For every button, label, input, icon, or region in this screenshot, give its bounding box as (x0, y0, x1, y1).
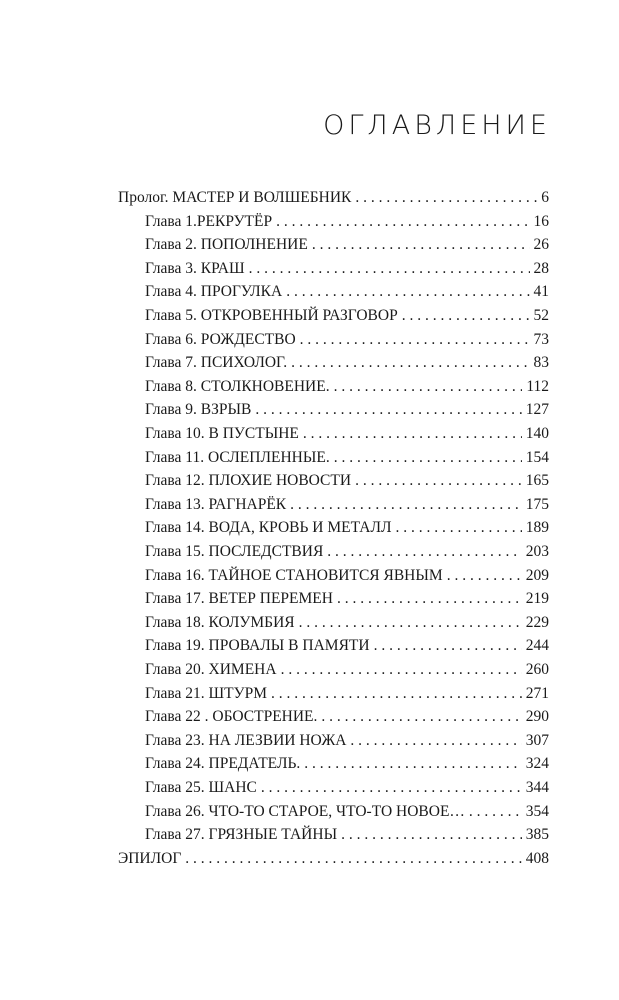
toc-entry-page: 83 (533, 354, 549, 372)
toc-entry-label: Глава 10. В ПУСТЫНЕ (145, 425, 299, 442)
toc-entry-label: Глава 15. ПОСЛЕДСТВИЯ (145, 543, 324, 560)
toc-entry-label: Глава 27. ГРЯЗНЫЕ ТАЙНЫ (145, 826, 338, 844)
page-title: ОГЛАВЛЕНИЕ (323, 110, 551, 141)
toc-entry-page: 41 (533, 283, 549, 301)
dot-leader (271, 683, 522, 705)
toc-entry-label: Глава 7. ПСИХОЛОГ. (145, 354, 288, 372)
toc-entry-chapter-10[interactable] (145, 423, 549, 445)
dot-leader (334, 376, 523, 398)
toc-entry-chapter-7[interactable] (145, 352, 549, 374)
toc-entry-chapter-24[interactable] (145, 753, 549, 775)
toc-entry-label: Глава 22 . ОБОСТРЕНИЕ. (145, 708, 318, 726)
toc-entry-chapter-17[interactable] (145, 588, 549, 610)
dot-leader (334, 447, 522, 469)
toc-entry-page: 52 (533, 307, 549, 324)
toc-entry-label: Глава 12. ПЛОХИЕ НОВОСТИ (145, 472, 352, 490)
toc-entry-label: Глава 18. КОЛУМБИЯ (145, 613, 295, 631)
toc-entry-label: ЭПИЛОГ (118, 849, 182, 867)
toc-entry-label: Глава 2. ПОПОЛНЕНИЕ (145, 236, 308, 254)
toc-entry-label: Глава 23. НА ЛЕЗВИИ НОЖА (145, 731, 347, 749)
dot-leader (396, 517, 522, 539)
toc-entry-page: 260 (525, 661, 549, 678)
toc-entry-page: 307 (525, 731, 549, 749)
toc-entry-label: Глава 11. ОСЛЕПЛЕННЫЕ. (145, 448, 330, 466)
dot-leader (291, 352, 529, 374)
toc-entry-label: Пролог. МАСТЕР И ВОЛШЕБНИК (118, 189, 352, 206)
toc-entry-label: Глава 25. ШАНС (145, 779, 257, 796)
dot-leader (312, 234, 530, 256)
dot-leader (286, 281, 529, 303)
toc-entry-label: Глава 13. РАГНАРЁК (145, 495, 287, 513)
dot-leader (402, 305, 530, 327)
toc-entry-chapter-5[interactable] (145, 305, 549, 327)
toc-entry-label: Глава 3. КРАШ (145, 259, 245, 277)
toc-entry-chapter-19[interactable] (145, 635, 549, 657)
dot-leader (249, 258, 530, 280)
toc-entry-chapter-11[interactable] (145, 447, 549, 469)
dot-leader (300, 329, 530, 351)
toc-entry-page: 244 (525, 637, 549, 655)
toc-entry-page: 140 (525, 425, 549, 442)
toc-entry-label: Глава 21. ШТУРМ (145, 684, 268, 702)
toc-entry-chapter-23[interactable] (145, 730, 549, 752)
toc-entry-chapter-4[interactable] (145, 281, 549, 303)
toc-entry-label: Глава 9. ВЗРЫВ (145, 401, 252, 419)
toc-entry-label: Глава 17. ВЕТЕР ПЕРЕМЕН (145, 590, 333, 608)
dot-leader (350, 730, 521, 752)
toc-entry-chapter-18[interactable] (145, 612, 549, 634)
toc-entry-chapter-15[interactable] (145, 541, 549, 563)
toc-entry-page: 189 (525, 519, 549, 537)
toc-entry-page: 127 (525, 401, 549, 419)
toc-entry-prologue[interactable] (118, 187, 549, 209)
toc-entry-label: Глава 20. ХИМЕНА (145, 661, 277, 678)
toc-entry-page: 354 (525, 802, 549, 820)
toc-entry-label: Глава 16. ТАЙНОЕ СТАНОВИТСЯ ЯВНЫМ (145, 566, 443, 584)
dot-leader (341, 824, 522, 846)
dot-leader (303, 423, 522, 445)
dot-leader (185, 848, 521, 870)
toc-entry-page: 112 (526, 377, 549, 395)
toc-entry-page: 28 (533, 259, 549, 277)
toc-entry-chapter-16[interactable] (145, 565, 549, 587)
toc-entry-page: 219 (525, 590, 549, 608)
toc-entry-page: 271 (525, 684, 549, 702)
toc-entry-page: 6 (541, 189, 549, 206)
toc-entry-chapter-13[interactable] (145, 494, 549, 516)
toc-entry-chapter-3[interactable] (145, 258, 549, 280)
toc-entry-label: Глава 19. ПРОВАЛЫ В ПАМЯТИ (145, 637, 370, 655)
toc-entry-epilogue[interactable] (118, 848, 549, 870)
toc-entry-label: Глава 8. СТОЛКНОВЕНИЕ. (145, 377, 330, 395)
toc-entry-page: 165 (525, 472, 549, 490)
toc-entry-chapter-27[interactable] (145, 824, 549, 846)
toc-entry-page: 175 (525, 495, 549, 513)
dot-leader (299, 612, 522, 634)
toc-entry-page: 344 (525, 779, 549, 796)
dot-leader (355, 470, 522, 492)
toc-entry-chapter-21[interactable] (145, 683, 549, 705)
dot-leader (255, 399, 521, 421)
toc-entry-chapter-8[interactable] (145, 376, 549, 398)
toc-entry-page: 154 (525, 448, 549, 466)
toc-entry-page: 229 (525, 613, 549, 631)
dot-leader (276, 211, 529, 233)
dot-leader (469, 801, 522, 823)
toc-entry-chapter-1[interactable] (145, 211, 549, 233)
dot-leader (327, 541, 521, 563)
toc-entry-chapter-25[interactable] (145, 777, 549, 799)
toc-entry-chapter-22[interactable] (145, 706, 549, 728)
toc-entry-label: Глава 14. ВОДА, КРОВЬ И МЕТАЛЛ (145, 519, 392, 537)
toc-entry-page: 209 (525, 566, 549, 584)
toc-entry-chapter-9[interactable] (145, 399, 549, 421)
dot-leader (261, 777, 522, 799)
toc-entry-chapter-6[interactable] (145, 329, 549, 351)
toc-entry-page: 408 (525, 849, 549, 867)
dot-leader (447, 565, 522, 587)
toc-entry-chapter-26[interactable] (145, 801, 549, 823)
toc-entry-page: 26 (533, 236, 549, 254)
toc-entry-label: Глава 24. ПРЕДАТЕЛЬ. (145, 755, 301, 773)
dot-leader (374, 635, 522, 657)
toc-entry-page: 385 (525, 826, 549, 844)
toc-entry-page: 290 (525, 708, 549, 726)
toc-entry-page: 16 (533, 212, 549, 230)
toc-entry-page: 203 (525, 543, 549, 560)
dot-leader (337, 588, 522, 610)
toc-entry-page: 324 (525, 755, 549, 773)
dot-leader (355, 187, 537, 209)
toc-entry-chapter-14[interactable] (145, 517, 549, 539)
dot-leader (290, 494, 522, 516)
toc-entry-chapter-20[interactable] (145, 659, 549, 681)
toc-entry-label: Глава 4. ПРОГУЛКА (145, 283, 283, 301)
toc-entry-chapter-12[interactable] (145, 470, 549, 492)
dot-leader (304, 753, 522, 775)
dot-leader (281, 659, 522, 681)
toc-entry-label: Глава 1.РЕКРУТЁР (145, 212, 273, 230)
toc-entry-page: 73 (533, 330, 549, 348)
toc-entry-label: Глава 5. ОТКРОВЕННЫЙ РАЗГОВОР (145, 307, 398, 324)
toc-entry-label: Глава 26. ЧТО-ТО СТАРОЕ, ЧТО-ТО НОВОЕ… (145, 802, 465, 820)
toc-entry-chapter-2[interactable] (145, 234, 549, 256)
toc-entry-label: Глава 6. РОЖДЕСТВО (145, 330, 296, 348)
dot-leader (321, 706, 521, 728)
